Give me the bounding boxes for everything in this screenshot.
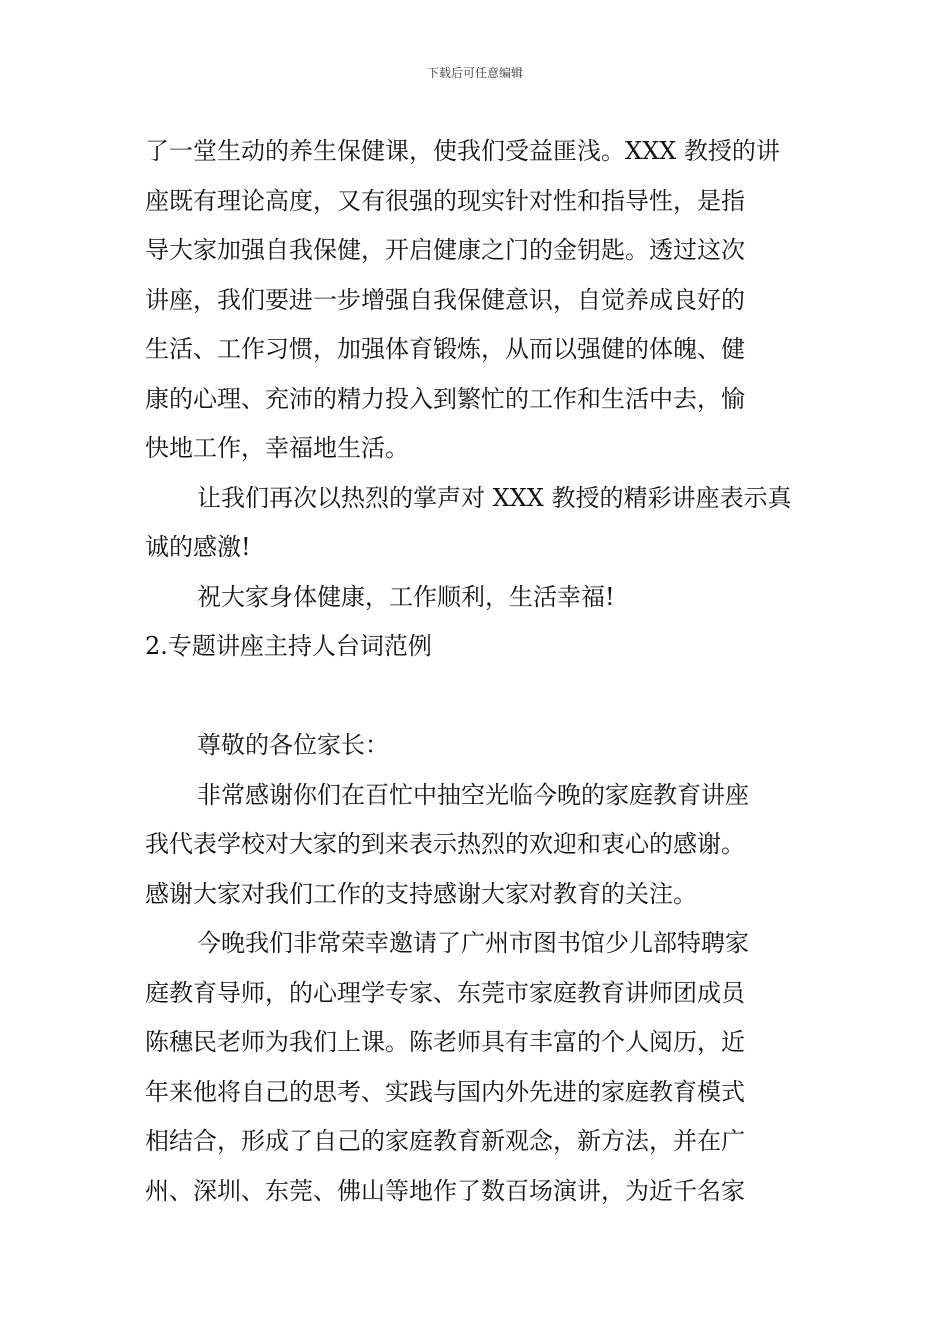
text-line: 州、深圳、东莞、佛山等地作了数百场演讲，为近千名家 (145, 1176, 745, 1205)
text-line: 座既有理论高度，又有很强的现实针对性和指导性，是指 (145, 186, 745, 215)
paragraph-thanks (145, 474, 810, 573)
section-heading: 2.专题讲座主持人台词范例 (145, 632, 432, 660)
text-line: 了一堂生动的养生保健课，使我们受益匪浅。XXX 教授的讲 (145, 137, 780, 165)
text-line: 祝大家身体健康，工作顺利，生活幸福! (197, 582, 615, 611)
text-line: 今晚我们非常荣幸邀请了广州市图书馆少儿部特聘家 (197, 929, 749, 957)
salutation: 尊敬的各位家长： (197, 731, 389, 759)
page-header-note: 下载后可任意编辑 (426, 66, 523, 80)
text-line: 庭教育导师，的心理学专家、东莞市家庭教育讲师团成员 (145, 978, 745, 1007)
text-line: 生活、工作习惯，加强体育锻炼，从而以强健的体魄、健 (145, 335, 745, 363)
text-line: 陈穗民老师为我们上课。陈老师具有丰富的个人阅历，近 (145, 1028, 745, 1056)
text-line: 感谢大家对我们工作的支持感谢大家对教育的关注。 (145, 879, 697, 908)
paragraph-welcome (145, 771, 810, 920)
text-line: 我代表学校对大家的到来表示热烈的欢迎和衷心的感谢。 (145, 830, 745, 858)
text-line: 非常感谢你们在百忙中抽空光临今晚的家庭教育讲座 (197, 780, 749, 809)
text-line: 导大家加强自我保健，开启健康之门的金钥匙。透过这次 (145, 236, 745, 264)
paragraph-wishes (145, 573, 810, 623)
text-line: 快地工作，幸福地生活。 (145, 434, 409, 462)
text-line: 年来他将自己的思考、实践与国内外先进的家庭教育模式 (145, 1077, 745, 1106)
blank-line (145, 672, 810, 722)
document-body (145, 127, 810, 1216)
text-line: 相结合，形成了自己的家庭教育新观念，新方法，并在广 (145, 1127, 745, 1155)
paragraph-speaker-intro (145, 919, 810, 1216)
text-line: 诚的感激! (145, 533, 251, 561)
text-line: 讲座，我们要进一步增强自我保健意识，自觉养成良好的 (145, 285, 745, 314)
text-line: 康的心理、充沛的精力投入到繁忙的工作和生活中去，愉 (145, 384, 745, 413)
paragraph-lecture-summary (145, 127, 810, 474)
text-line: 让我们再次以热烈的掌声对 XXX 教授的精彩讲座表示真 (197, 483, 792, 512)
